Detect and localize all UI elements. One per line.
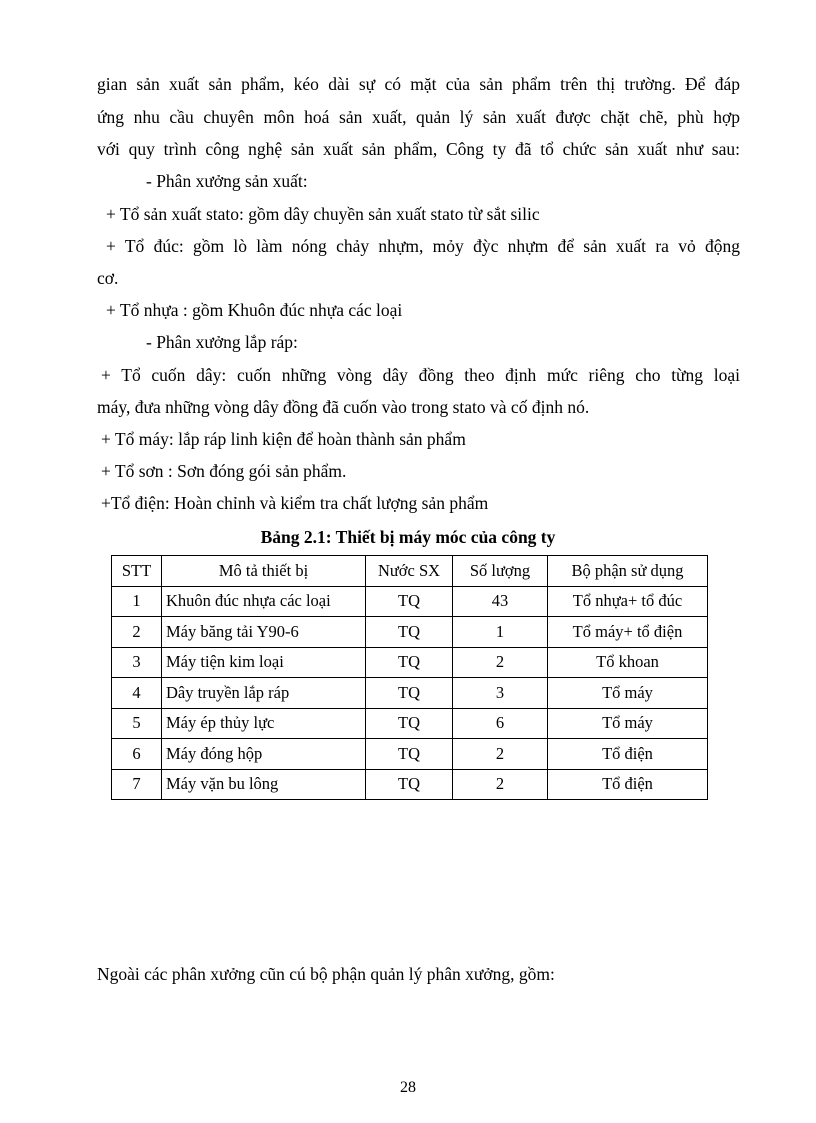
table-row — [112, 678, 708, 709]
cell-quantity: 43 — [453, 586, 548, 617]
table-header-row — [112, 556, 708, 587]
cell-department: Tổ máy — [548, 708, 708, 739]
cell-stt: 5 — [112, 708, 162, 739]
paragraph-line: cơ. — [97, 268, 119, 288]
team-casting-line: + Tổ đúc: gồm lò làm nóng chảy nhựm, mỏy đỳc nhựm để sản xuất ra vỏ động — [106, 236, 740, 256]
table-row — [112, 708, 708, 739]
cell-description: Máy băng tải Y90-6 — [162, 617, 366, 648]
cell-country: TQ — [366, 739, 453, 770]
cell-quantity: 6 — [453, 708, 548, 739]
cell-department: Tổ điện — [548, 739, 708, 770]
table-caption: Bảng 2.1: Thiết bị máy móc của công ty — [260, 527, 556, 547]
team-stato-line: + Tổ sản xuất stato: gồm dây chuyền sản xuất stato từ sắt silic — [106, 204, 540, 224]
team-machine-line: + Tổ máy: lắp ráp linh kiện để hoàn thành sản phẩm — [101, 429, 466, 449]
cell-quantity: 2 — [453, 769, 548, 800]
paragraph-line: gian sản xuất sản phẩm, kéo dài sự có mặt của sản phẩm trên thị trường. Để đáp — [97, 74, 740, 94]
cell-description: Máy vặn bu lông — [162, 769, 366, 800]
cell-stt: 1 — [112, 586, 162, 617]
cell-stt: 4 — [112, 678, 162, 709]
cell-department: Tổ điện — [548, 769, 708, 800]
paragraph-line: ứng nhu cầu chuyên môn hoá sản xuất, quản lý sản xuất được chặt chẽ, phù hợp — [97, 107, 740, 127]
header-quantity: Số lượng — [453, 556, 548, 587]
paragraph-line: máy, đưa những vòng dây đồng đã cuốn vào trong stato và cố định nó. — [97, 397, 590, 417]
header-department: Bộ phận sử dụng — [548, 556, 708, 587]
table-row — [112, 586, 708, 617]
cell-department: Tổ nhựa+ tổ đúc — [548, 586, 708, 617]
cell-quantity: 3 — [453, 678, 548, 709]
cell-country: TQ — [366, 617, 453, 648]
page-number: 28 — [400, 1079, 416, 1096]
cell-description: Máy tiện kim loại — [162, 647, 366, 678]
paragraph-line: với quy trình công nghệ sản xuất sản phẩm, Công ty đã tổ chức sản xuất như sau: — [97, 139, 740, 159]
cell-stt: 3 — [112, 647, 162, 678]
cell-stt: 7 — [112, 769, 162, 800]
cell-quantity: 1 — [453, 617, 548, 648]
cell-country: TQ — [366, 586, 453, 617]
header-description: Mô tả thiết bị — [162, 556, 366, 587]
team-paint-line: + Tổ sơn : Sơn đóng gói sản phẩm. — [101, 461, 347, 481]
cell-description: Máy ép thủy lực — [162, 708, 366, 739]
cell-department: Tổ khoan — [548, 647, 708, 678]
header-stt: STT — [112, 556, 162, 587]
workshop-assembly-heading: - Phân xưởng lắp ráp: — [146, 332, 298, 352]
cell-description: Máy đóng hộp — [162, 739, 366, 770]
cell-stt: 2 — [112, 617, 162, 648]
team-plastic-line: + Tổ nhựa : gồm Khuôn đúc nhựa các loại — [106, 300, 403, 320]
table-row — [112, 647, 708, 678]
cell-country: TQ — [366, 769, 453, 800]
closing-paragraph: Ngoài các phân xưởng cũn cú bộ phận quản lý phân xưởng, gồm: — [97, 964, 555, 984]
cell-quantity: 2 — [453, 647, 548, 678]
table-row — [112, 769, 708, 800]
table-row — [112, 739, 708, 770]
cell-department: Tổ máy+ tổ điện — [548, 617, 708, 648]
cell-stt: 6 — [112, 739, 162, 770]
team-electric-line: +Tổ điện: Hoàn chỉnh và kiểm tra chất lượng sản phẩm — [101, 493, 489, 513]
cell-country: TQ — [366, 647, 453, 678]
cell-country: TQ — [366, 708, 453, 739]
team-winding-line: + Tổ cuốn dây: cuốn những vòng dây đồng theo định mức riêng cho từng loại — [101, 365, 740, 385]
cell-country: TQ — [366, 678, 453, 709]
cell-description: Khuôn đúc nhựa các loại — [162, 586, 366, 617]
header-country: Nước SX — [366, 556, 453, 587]
workshop-production-heading: - Phân xưởng sản xuất: — [146, 171, 308, 191]
cell-quantity: 2 — [453, 739, 548, 770]
cell-description: Dây truyền lắp ráp — [162, 678, 366, 709]
equipment-table — [111, 555, 708, 800]
table-row — [112, 617, 708, 648]
cell-department: Tổ máy — [548, 678, 708, 709]
